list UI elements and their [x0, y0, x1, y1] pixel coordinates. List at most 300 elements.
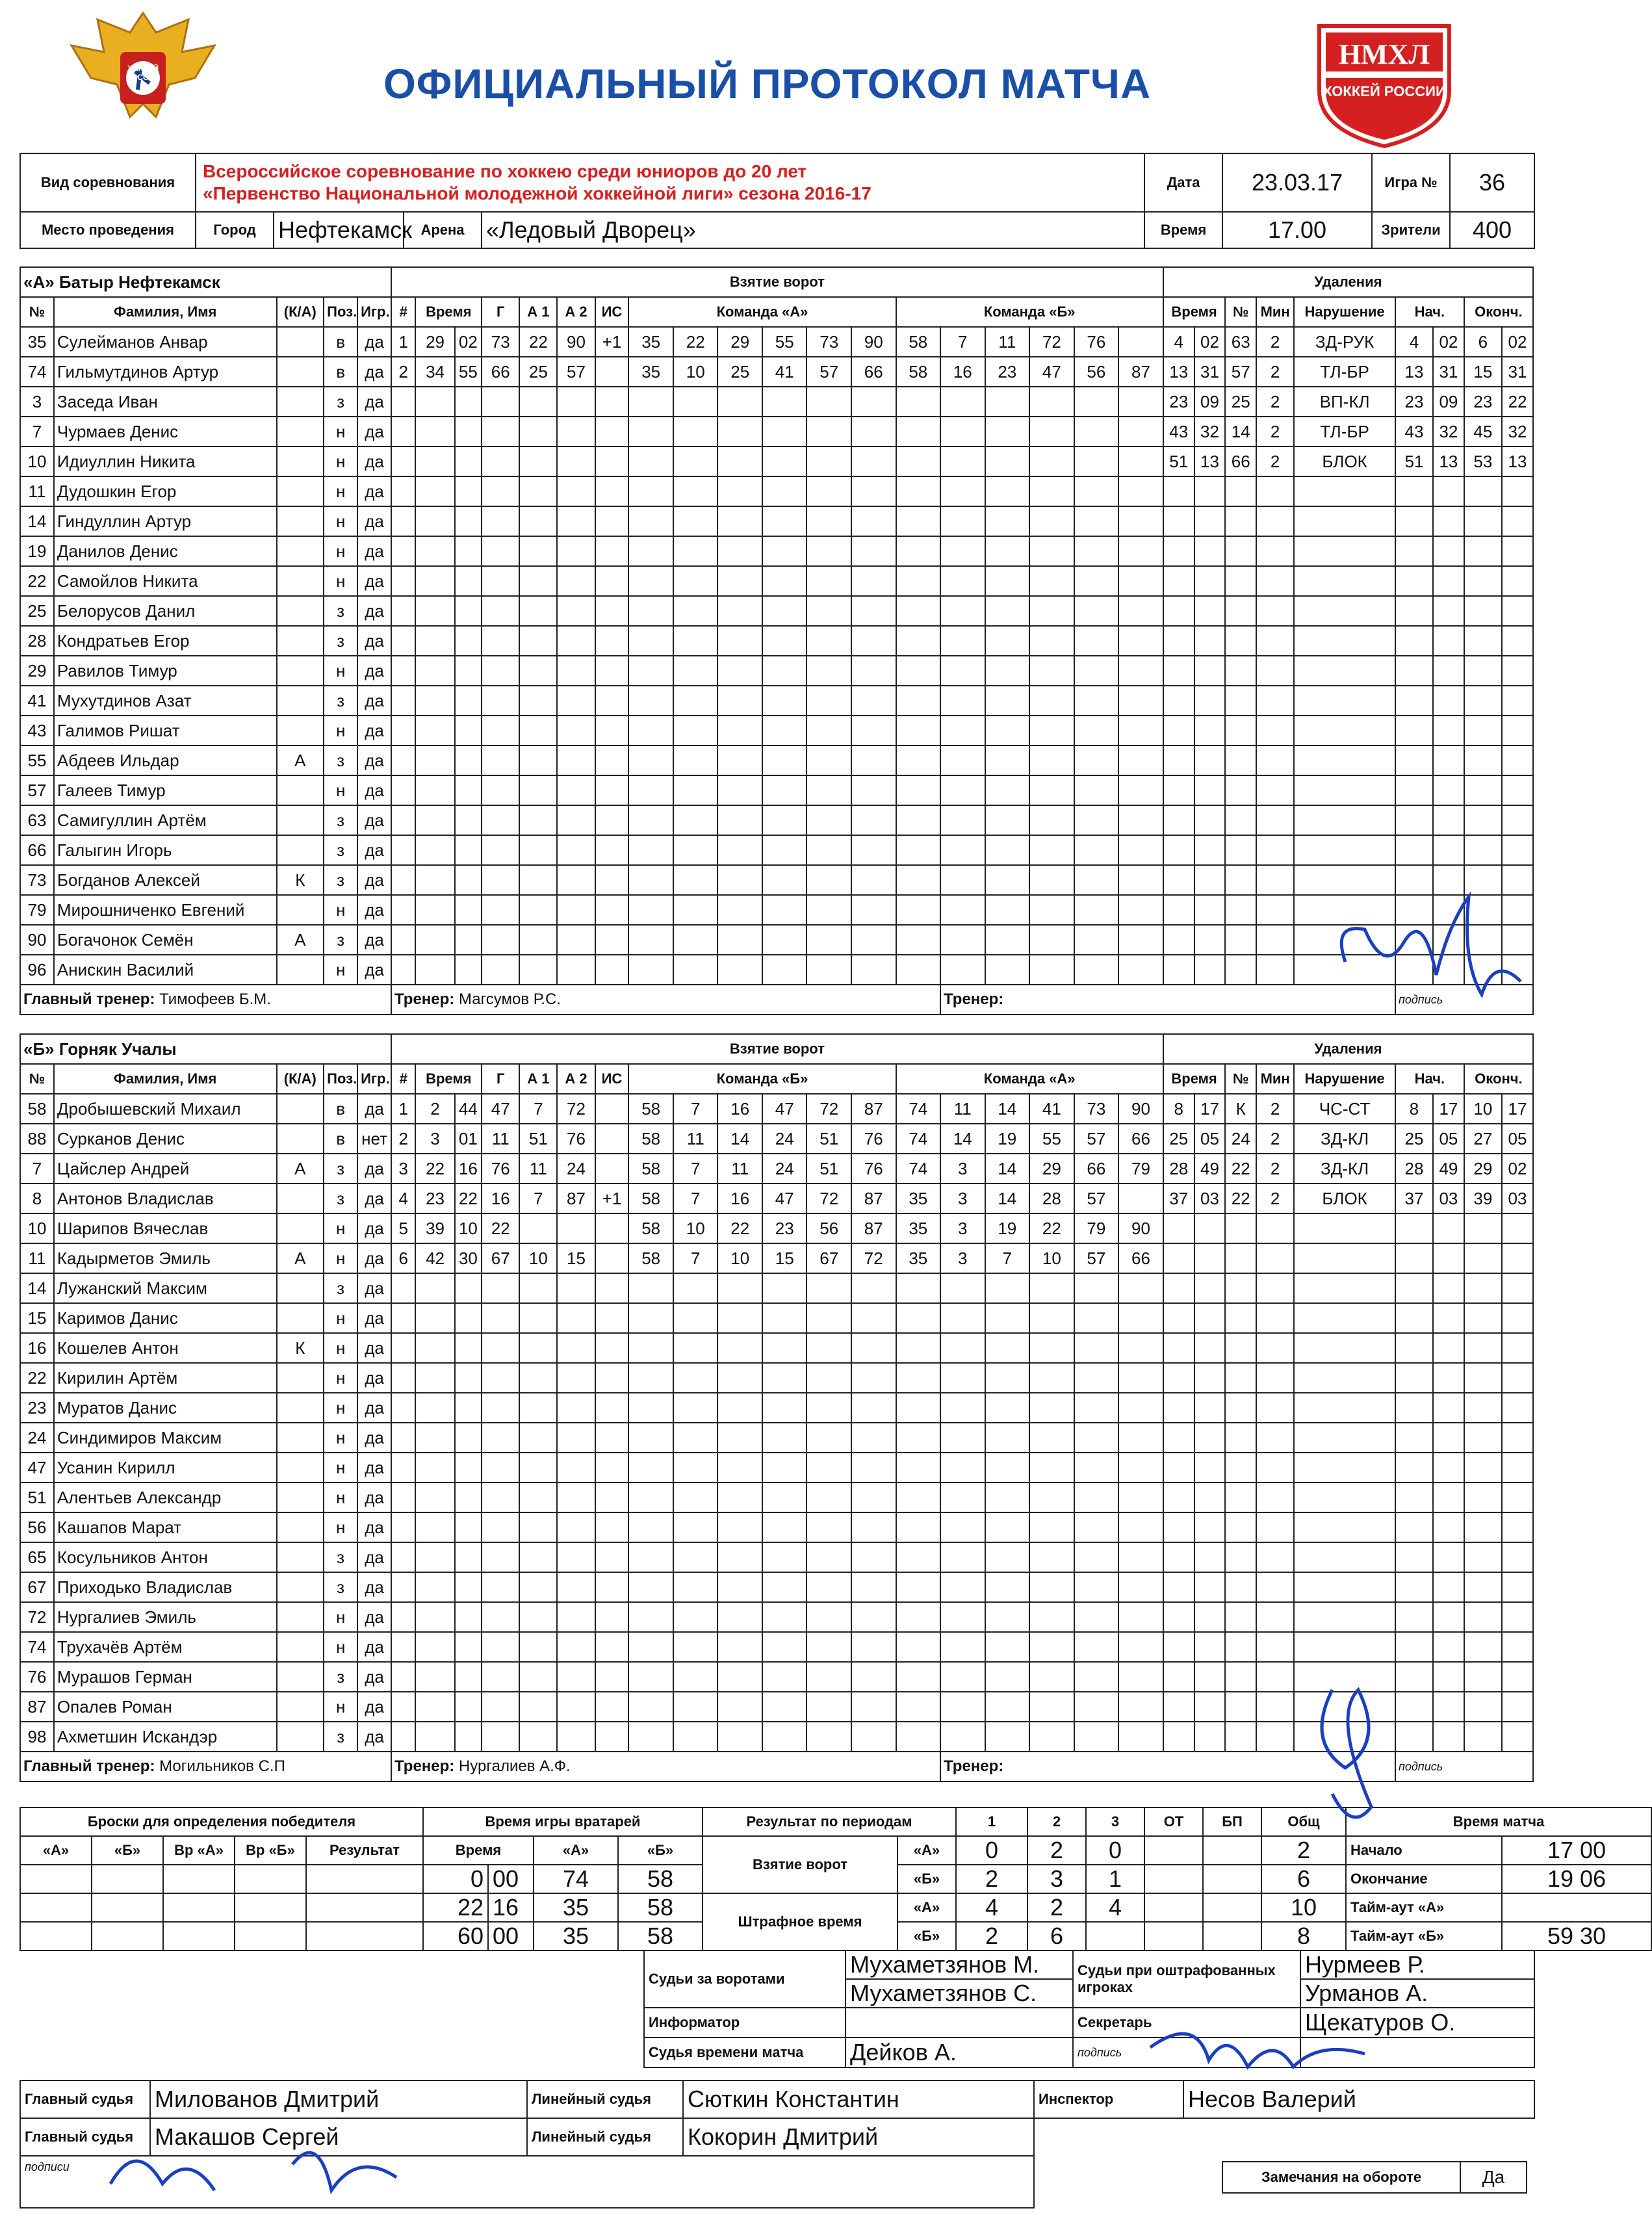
- goal-scorer: 73: [482, 327, 519, 357]
- on-ice-opp: 66: [1118, 1124, 1163, 1154]
- pen-cell: [1464, 596, 1502, 626]
- goals-label: Взятие ворот: [703, 1836, 897, 1893]
- on-ice-own: 87: [851, 1094, 896, 1124]
- player-captain: [277, 895, 324, 925]
- goal-cell: [1074, 626, 1119, 656]
- pen-cell: [1163, 1213, 1194, 1243]
- pen-end-min: 6: [1464, 327, 1502, 357]
- goal-cell: [1029, 1483, 1074, 1512]
- goal-cell: [807, 1303, 851, 1333]
- goal-cell: [985, 716, 1030, 745]
- goal-cell: [1029, 835, 1074, 865]
- pen-end-min: 45: [1464, 417, 1502, 447]
- goal-cell: [595, 417, 629, 447]
- goal-cell: [519, 1692, 557, 1722]
- shootout-col-result: Результат: [306, 1836, 423, 1865]
- pen-cell: [1502, 536, 1533, 566]
- goal-cell: [851, 1572, 896, 1602]
- goal-cell: [985, 1303, 1030, 1333]
- player-name: Галыгин Игорь: [54, 835, 277, 865]
- player-position: н: [324, 1303, 357, 1333]
- goal-cell: [519, 745, 557, 775]
- on-ice-opp: 7: [985, 1243, 1030, 1273]
- goal-cell: [762, 1363, 807, 1393]
- goal-cell: [455, 895, 482, 925]
- pen-cell: [1256, 1243, 1294, 1273]
- pen-cell: [1464, 1213, 1502, 1243]
- shootout-cell: [163, 1922, 235, 1950]
- goal-cell: [985, 805, 1030, 835]
- pen-cell: [1502, 1333, 1533, 1363]
- pen-cell: [1163, 745, 1194, 775]
- goal-cell: [1029, 1453, 1074, 1483]
- pen-cell: [1256, 925, 1294, 955]
- player-captain: [277, 1124, 324, 1154]
- player-position: н: [324, 1243, 357, 1273]
- pen-cell: [1194, 745, 1226, 775]
- on-ice-opp: 35: [896, 1243, 941, 1273]
- goal-cell: [391, 1542, 415, 1572]
- pen-cell: [1433, 1722, 1464, 1752]
- on-ice-opp: 22: [1029, 1213, 1074, 1243]
- goal-cell: [1029, 775, 1074, 805]
- goal-cell: [1029, 1423, 1074, 1453]
- player-played: да: [357, 1722, 391, 1752]
- goal-cell: [1074, 536, 1119, 566]
- pen-start-sec: 31: [1433, 357, 1464, 387]
- player-name: Сурканов Денис: [54, 1124, 277, 1154]
- goal-cell: [807, 1273, 851, 1303]
- player-position: з: [324, 1572, 357, 1602]
- player-name: Самигуллин Артём: [54, 805, 277, 835]
- goal-cell: [1118, 1692, 1163, 1722]
- goal-cell: [896, 955, 941, 985]
- player-name: Равилов Тимур: [54, 656, 277, 686]
- goal-cell: [673, 835, 718, 865]
- goals-a-ot: [1144, 1836, 1203, 1865]
- on-ice-own: 41: [762, 357, 807, 387]
- gk-col-time: Время: [423, 1836, 534, 1865]
- goal-cell: [391, 925, 415, 955]
- referee-1-label: Главный судья: [20, 2080, 150, 2118]
- player-position: н: [324, 775, 357, 805]
- goal-cell: [851, 1453, 896, 1483]
- goal-cell: [1029, 895, 1074, 925]
- goal-situation: [595, 1124, 629, 1154]
- goal-cell: [851, 387, 896, 417]
- pen-cell: [1225, 1363, 1256, 1393]
- col-goal-time: Время: [415, 297, 482, 327]
- linesman-2: Кокорин Дмитрий: [683, 2118, 1034, 2156]
- goal-cell: [940, 716, 985, 745]
- pen-start-min: 25: [1395, 1124, 1433, 1154]
- goal-cell: [519, 895, 557, 925]
- end-value: 19 06: [1502, 1865, 1651, 1893]
- player-row: [20, 1303, 1533, 1333]
- player-row: [20, 925, 1533, 955]
- goal-cell: [519, 476, 557, 506]
- goal-cell: [415, 1692, 454, 1722]
- game-value: 36: [1450, 153, 1534, 212]
- goal-cell: [896, 566, 941, 596]
- pen-cell: [1395, 1213, 1433, 1243]
- shootout-cell: [306, 1865, 423, 1893]
- pen-cell: [1194, 536, 1226, 566]
- goal-cell: [762, 686, 807, 716]
- goal-cell: [455, 476, 482, 506]
- col-goal-num: #: [391, 1064, 415, 1094]
- shootout-cell: [235, 1865, 306, 1893]
- col-assist2: А 2: [557, 297, 595, 327]
- col-pen-min: Мин: [1256, 297, 1294, 327]
- on-ice-own: 76: [851, 1154, 896, 1184]
- player-position: н: [324, 1692, 357, 1722]
- goal-cell: [851, 895, 896, 925]
- goal-cell: [673, 476, 718, 506]
- goal-cell: [1074, 1602, 1119, 1632]
- player-captain: А: [277, 1243, 324, 1273]
- pen-cell: [1256, 1662, 1294, 1692]
- player-row: [20, 417, 1533, 447]
- goal-cell: [1029, 1303, 1074, 1333]
- goal-cell: [1118, 1453, 1163, 1483]
- goal-cell: [762, 865, 807, 895]
- pen-cell: [1163, 1393, 1194, 1423]
- goal-cell: [717, 686, 762, 716]
- gk-time-min: 0: [423, 1865, 488, 1893]
- pen-cell: [1163, 656, 1194, 686]
- goal-cell: [557, 656, 595, 686]
- pen-cell: [1294, 835, 1395, 865]
- shootout-cell: [20, 1865, 92, 1893]
- player-captain: [277, 476, 324, 506]
- gk-a: 35: [534, 1922, 618, 1950]
- goal-cell: [851, 506, 896, 536]
- goal-cell: [985, 1363, 1030, 1393]
- goal-cell: [1118, 447, 1163, 476]
- goal-cell: [1074, 835, 1119, 865]
- on-ice-own: 55: [762, 327, 807, 357]
- pim-a-team: «А»: [897, 1893, 956, 1922]
- goal-cell: [1074, 745, 1119, 775]
- pen-cell: [1256, 626, 1294, 656]
- goal-cell: [455, 835, 482, 865]
- goal-cell: [628, 895, 673, 925]
- shootout-col-tb: Вр «Б»: [235, 1836, 306, 1865]
- goal-cell: [391, 1572, 415, 1602]
- goal-cell: [628, 745, 673, 775]
- goal-cell: [595, 536, 629, 566]
- col-scorer: Г: [482, 1064, 519, 1094]
- pen-cell: [1433, 506, 1464, 536]
- goal-cell: [851, 1632, 896, 1662]
- goal-cell: [519, 775, 557, 805]
- goal-cell: [1074, 566, 1119, 596]
- player-name: Богачонок Семён: [54, 925, 277, 955]
- player-captain: [277, 805, 324, 835]
- pen-cell: [1464, 1722, 1502, 1752]
- pen-cell: [1502, 1662, 1533, 1692]
- player-played: да: [357, 566, 391, 596]
- on-ice-own: 51: [807, 1154, 851, 1184]
- goal-cell: [985, 1722, 1030, 1752]
- goal-cell: [455, 1393, 482, 1423]
- pen-start-min: 37: [1395, 1184, 1433, 1213]
- pen-cell: [1194, 1333, 1226, 1363]
- goal-cell: [482, 805, 519, 835]
- goal-cell: [940, 1393, 985, 1423]
- pen-cell: [1433, 745, 1464, 775]
- goal-cell: [762, 1393, 807, 1423]
- player-name: Нургалиев Эмиль: [54, 1602, 277, 1632]
- goal-cell: [391, 775, 415, 805]
- on-ice-own: 58: [628, 1213, 673, 1243]
- on-ice-own: 72: [807, 1094, 851, 1124]
- pen-start-sec: 17: [1433, 1094, 1464, 1124]
- player-captain: [277, 536, 324, 566]
- player-captain: [277, 1393, 324, 1423]
- player-captain: [277, 387, 324, 417]
- pen-cell: [1395, 626, 1433, 656]
- goal-cell: [1074, 1512, 1119, 1542]
- goal-cell: [940, 1303, 985, 1333]
- col-pen-num: №: [1225, 1064, 1256, 1094]
- pen-cell: [1163, 1243, 1194, 1273]
- pen-start-min: 28: [1395, 1154, 1433, 1184]
- col-situation: ИС: [595, 1064, 629, 1094]
- on-ice-opp: 87: [1118, 357, 1163, 387]
- pen-cell: [1395, 536, 1433, 566]
- pen-cell: [1225, 1483, 1256, 1512]
- pen-cell: [1225, 1213, 1256, 1243]
- pim-b-team: «Б»: [897, 1922, 956, 1950]
- linesman-1: Сюткин Константин: [683, 2080, 1034, 2118]
- on-ice-own: 72: [807, 1184, 851, 1213]
- goal-cell: [762, 1542, 807, 1572]
- goal-assist1: 11: [519, 1154, 557, 1184]
- goal-cell: [985, 626, 1030, 656]
- goal-cell: [717, 626, 762, 656]
- goal-cell: [1074, 1303, 1119, 1333]
- goal-cell: [519, 716, 557, 745]
- pen-cell: [1194, 1572, 1226, 1602]
- goal-cell: [717, 476, 762, 506]
- pen-judge-2: Урманов А.: [1300, 1979, 1534, 2008]
- goal-cell: [807, 1483, 851, 1512]
- goal-cell: [482, 1363, 519, 1393]
- goal-cell: [896, 1483, 941, 1512]
- trainer-cell: [391, 985, 940, 1015]
- player-number: 96: [20, 955, 54, 985]
- goal-cell: [762, 387, 807, 417]
- on-ice-opp: 58: [896, 327, 941, 357]
- goal-cell: [519, 656, 557, 686]
- pim-label: Штрафное время: [703, 1893, 897, 1950]
- goal-cell: [519, 1542, 557, 1572]
- goals-b-team: «Б»: [897, 1865, 956, 1893]
- pen-cell: [1194, 626, 1226, 656]
- player-name: Сулейманов Анвар: [54, 327, 277, 357]
- player-position: в: [324, 1094, 357, 1124]
- gk-time-sec: 16: [488, 1893, 534, 1922]
- pen-end-sec: 22: [1502, 387, 1533, 417]
- pen-cell: [1194, 1632, 1226, 1662]
- goal-cell: [807, 387, 851, 417]
- goal-cell: [807, 955, 851, 985]
- goal-assist1: 7: [519, 1094, 557, 1124]
- player-name: Усанин Кирилл: [54, 1453, 277, 1483]
- player-number: 14: [20, 506, 54, 536]
- goal-cell: [673, 626, 718, 656]
- player-captain: [277, 506, 324, 536]
- player-number: 88: [20, 1124, 54, 1154]
- trainer2-label: Тренер:: [944, 991, 1004, 1008]
- goal-assist2: [557, 1213, 595, 1243]
- pen-start-sec: 13: [1433, 447, 1464, 476]
- player-row: [20, 327, 1533, 357]
- player-played: да: [357, 626, 391, 656]
- goal-assist2: 57: [557, 357, 595, 387]
- pen-cell: [1163, 1572, 1194, 1602]
- pen-minutes: 2: [1256, 417, 1294, 447]
- goal-cell: [896, 745, 941, 775]
- timeout-a-value: [1502, 1893, 1651, 1922]
- goal-cell: [717, 387, 762, 417]
- player-captain: [277, 1632, 324, 1662]
- pen-infraction: ЗД-РУК: [1294, 327, 1395, 357]
- date-label: Дата: [1144, 153, 1222, 212]
- goals-a-so: [1203, 1836, 1261, 1865]
- goal-situation: [595, 1094, 629, 1124]
- arena-label: Арена: [404, 212, 482, 248]
- goal-cell: [482, 626, 519, 656]
- pen-cell: [1294, 1303, 1395, 1333]
- goal-cell: [557, 1632, 595, 1662]
- player-row: [20, 1453, 1533, 1483]
- goal-cell: [985, 476, 1030, 506]
- pim-b-p2: 6: [1027, 1922, 1086, 1950]
- goal-cell: [940, 1453, 985, 1483]
- pen-cell: [1294, 506, 1395, 536]
- goal-cell: [1074, 1333, 1119, 1363]
- goal-cell: [940, 835, 985, 865]
- goal-cell: [851, 536, 896, 566]
- referee-1: Милованов Дмитрий: [150, 2080, 527, 2118]
- pen-cell: [1395, 745, 1433, 775]
- pen-cell: [1256, 596, 1294, 626]
- goal-cell: [1074, 865, 1119, 895]
- goal-cell: [455, 1453, 482, 1483]
- pen-cell: [1433, 775, 1464, 805]
- goal-cell: [391, 745, 415, 775]
- goal-cell: [717, 1363, 762, 1393]
- goal-cell: [557, 1333, 595, 1363]
- player-name: Муратов Данис: [54, 1393, 277, 1423]
- goal-cell: [628, 1572, 673, 1602]
- goal-cell: [807, 716, 851, 745]
- goal-cell: [940, 1273, 985, 1303]
- goal-cell: [519, 387, 557, 417]
- pen-sec: 02: [1194, 327, 1226, 357]
- pen-cell: [1194, 1542, 1226, 1572]
- goal-cell: [896, 1572, 941, 1602]
- goal-cell: [391, 865, 415, 895]
- pen-cell: [1395, 1512, 1433, 1542]
- goal-cell: [717, 865, 762, 895]
- pen-start-sec: 49: [1433, 1154, 1464, 1184]
- goal-cell: [673, 447, 718, 476]
- pen-cell: [1256, 1363, 1294, 1393]
- pen-cell: [1395, 1393, 1433, 1423]
- goal-cell: [455, 1692, 482, 1722]
- goal-cell: [807, 1722, 851, 1752]
- on-ice-own: 76: [851, 1124, 896, 1154]
- pen-start-min: 23: [1395, 387, 1433, 417]
- on-ice-own: 7: [673, 1094, 718, 1124]
- goal-number: 4: [391, 1184, 415, 1213]
- player-played: да: [357, 327, 391, 357]
- goal-cell: [415, 745, 454, 775]
- period-total-header: Общ: [1261, 1807, 1346, 1836]
- goal-cell: [717, 417, 762, 447]
- pen-cell: [1225, 626, 1256, 656]
- goal-cell: [595, 1453, 629, 1483]
- logo-left-text: ХОККЕЙ РОССИИ: [126, 64, 160, 82]
- pen-cell: [1464, 835, 1502, 865]
- goal-cell: [415, 1662, 454, 1692]
- goal-cell: [557, 447, 595, 476]
- player-played: да: [357, 805, 391, 835]
- goal-cell: [628, 476, 673, 506]
- pen-cell: [1225, 1303, 1256, 1333]
- goal-sec: 01: [455, 1124, 482, 1154]
- pen-cell: [1256, 835, 1294, 865]
- pen-cell: [1225, 1692, 1256, 1722]
- goal-cell: [717, 1722, 762, 1752]
- goal-cell: [985, 566, 1030, 596]
- pen-player: 24: [1225, 1124, 1256, 1154]
- spectators-label: Зрители: [1372, 212, 1450, 248]
- player-number: 7: [20, 417, 54, 447]
- player-played: да: [357, 1303, 391, 1333]
- goal-cell: [1029, 417, 1074, 447]
- goal-cell: [673, 955, 718, 985]
- pen-cell: [1256, 1483, 1294, 1512]
- goal-cell: [415, 805, 454, 835]
- goal-cell: [807, 596, 851, 626]
- goal-cell: [415, 387, 454, 417]
- col-infraction: Нарушение: [1294, 297, 1395, 327]
- pen-cell: [1225, 686, 1256, 716]
- goal-cell: [482, 1722, 519, 1752]
- date-value: 23.03.17: [1222, 153, 1372, 212]
- goal-cell: [1074, 1632, 1119, 1662]
- goal-cell: [391, 955, 415, 985]
- goal-cell: [482, 417, 519, 447]
- goal-cell: [1074, 506, 1119, 536]
- pen-cell: [1225, 1453, 1256, 1483]
- goal-sec: 10: [455, 1213, 482, 1243]
- shootout-cell: [235, 1893, 306, 1922]
- pen-cell: [1464, 775, 1502, 805]
- pen-cell: [1225, 1333, 1256, 1363]
- goal-cell: [455, 1483, 482, 1512]
- goal-cell: [940, 955, 985, 985]
- goal-cell: [673, 1393, 718, 1423]
- goal-cell: [557, 1662, 595, 1692]
- goal-cell: [482, 1632, 519, 1662]
- goal-sec: 16: [455, 1154, 482, 1184]
